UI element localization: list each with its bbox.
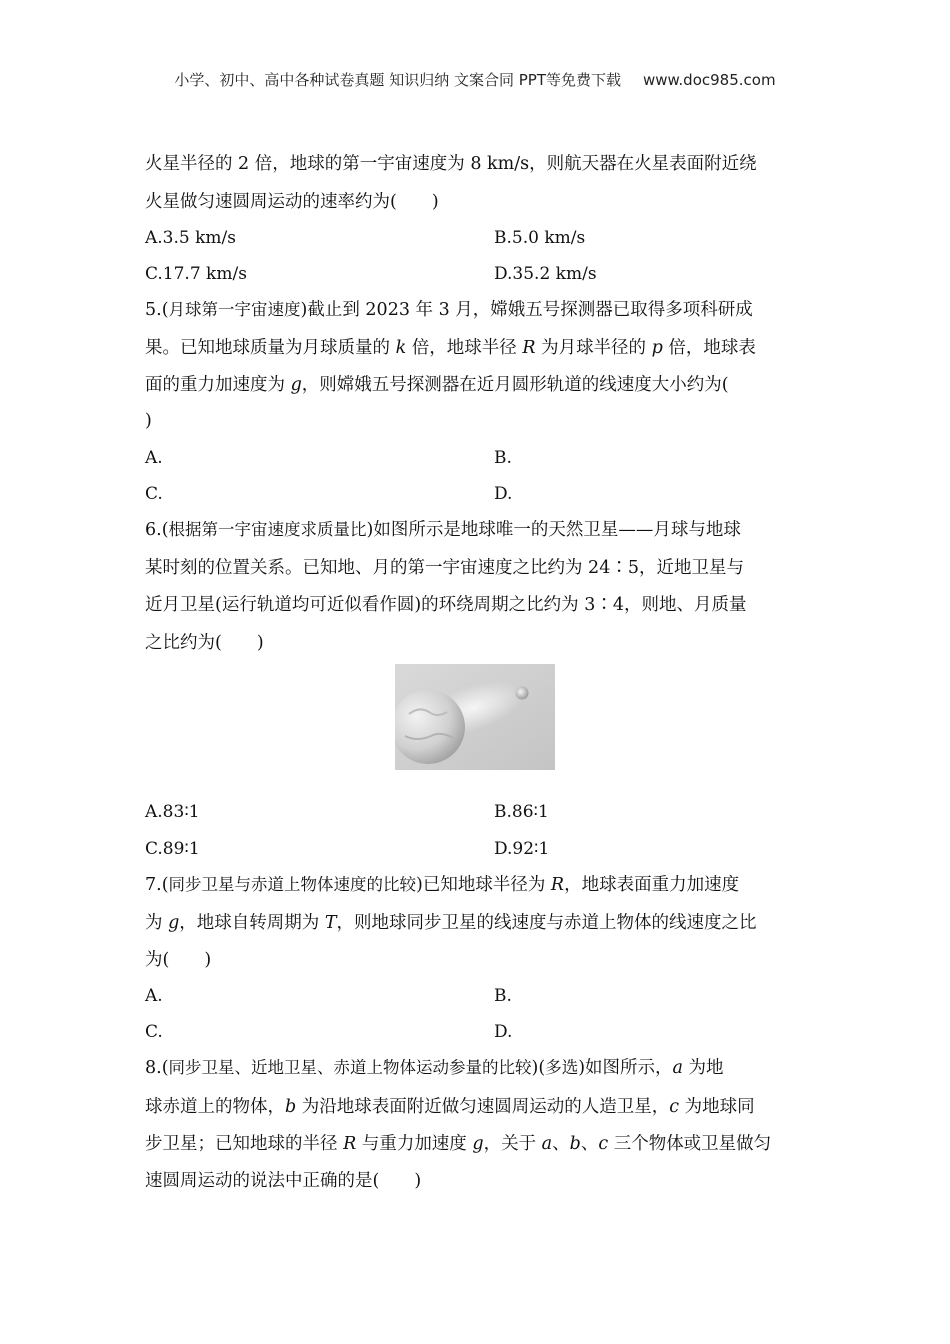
- q8-var-b2: b: [569, 1134, 581, 1154]
- q8-line-1: [145, 1057, 724, 1079]
- q8-var-g: g: [472, 1134, 484, 1154]
- q5-option-d: D.: [494, 484, 513, 504]
- q7-text-2c: ，则地球同步卫星的线速度与赤道上物体的线速度之比: [336, 913, 757, 933]
- q8-number: 8.(: [145, 1058, 169, 1078]
- q8-var-c: c: [669, 1097, 680, 1117]
- q5-text-2a: 果。已知地球质量为月球质量的: [145, 338, 396, 358]
- page-header: [0, 69, 950, 90]
- q8-text-2a: 球赤道上的物体，: [145, 1097, 285, 1117]
- q6-option-c: C.89∶1: [145, 839, 200, 859]
- q8-var-a: a: [672, 1058, 683, 1078]
- q8-text-2b: 为沿地球表面附近做匀速圆周运动的人造卫星，: [296, 1097, 670, 1117]
- q8-sep-1: 、: [552, 1134, 570, 1154]
- q7-number: 7.(: [145, 875, 169, 895]
- q7-line-3: 为( ): [145, 950, 212, 970]
- q5-var-r: R: [522, 338, 536, 358]
- q8-topic-tag: 同步卫星、近地卫星、赤道上物体运动参量的比较: [168, 1058, 532, 1077]
- q7-option-a: A.: [145, 986, 163, 1006]
- q4-line-2: 火星做匀速圆周运动的速率约为( ): [145, 192, 439, 212]
- q7-text-1b: ，地球表面重力加速度: [564, 875, 740, 895]
- q5-line-2: [145, 337, 756, 359]
- q8-text-3b: 与重力加速度: [356, 1134, 473, 1154]
- q7-option-d: D.: [494, 1022, 513, 1042]
- q8-text-1d: 为地: [682, 1058, 724, 1078]
- q8-text-3d: 三个物体或卫星做匀: [608, 1134, 772, 1154]
- q7-text-2b: ，地球自转周期为: [179, 913, 325, 933]
- header-text: 小学、初中、高中各种试卷真题 知识归纳 文案合同 PPT等免费下载: [174, 71, 621, 89]
- q5-var-p: p: [651, 338, 663, 358]
- q6-topic-tag: 根据第一宇宙速度求质量比: [168, 520, 367, 539]
- q4-option-d: D.35.2 km/s: [494, 264, 597, 284]
- q5-var-k: k: [395, 338, 407, 358]
- q6-line-2: 某时刻的位置关系。已知地、月的第一宇宙速度之比约为 24∶5，近地卫星与: [145, 558, 744, 578]
- q8-var-r: R: [343, 1134, 357, 1154]
- earth-moon-figure: [395, 664, 555, 770]
- q7-text-1a: )已知地球半径为: [416, 875, 551, 895]
- q5-text-2c: 为月球半径的: [535, 338, 652, 358]
- q4-line-1: 火星半径的 2 倍，地球的第一宇宙速度为 8 km/s，则航天器在火星表面附近绕: [145, 154, 757, 174]
- q8-multi-tag: 多选: [545, 1058, 579, 1077]
- q8-line-2: [145, 1096, 755, 1118]
- q5-text-3a: 面的重力加速度为: [145, 375, 291, 395]
- q7-line-2: [145, 912, 757, 934]
- q8-text-3a: 步卫星；已知地球的半径: [145, 1134, 344, 1154]
- q8-line-4: 速圆周运动的说法中正确的是( ): [145, 1171, 422, 1191]
- q5-option-a: A.: [145, 448, 163, 468]
- q6-option-b: B.86∶1: [494, 802, 549, 822]
- q6-line-1: [145, 519, 741, 541]
- q7-option-b: B.: [494, 986, 512, 1006]
- q7-text-2a: 为: [145, 913, 169, 933]
- q8-text-2c: 为地球同: [679, 1097, 755, 1117]
- q8-var-b: b: [285, 1097, 297, 1117]
- q8-var-a2: a: [541, 1134, 553, 1154]
- q7-var-r: R: [550, 875, 565, 895]
- q8-sep-2: 、: [580, 1134, 599, 1154]
- q7-line-1: [145, 874, 739, 896]
- q8-line-3: [145, 1133, 771, 1155]
- q6-line-3: 近月卫星(运行轨道均可近似看作圆)的环绕周期之比约为 3∶4，则地、月质量: [145, 595, 747, 615]
- q5-var-g: g: [290, 375, 302, 395]
- q7-topic-tag: 同步卫星与赤道上物体速度的比较: [168, 875, 417, 894]
- q5-text-1: )截止到 2023 年 3 月，嫦娥五号探测器已取得多项科研成: [300, 300, 753, 320]
- q5-number: 5.(: [145, 300, 169, 320]
- q8-text-3c: ，关于: [483, 1134, 542, 1154]
- q7-option-c: C.: [145, 1022, 163, 1042]
- q5-line-4: ): [145, 411, 152, 431]
- q5-line-3: [145, 374, 729, 396]
- q5-line-1: [145, 299, 753, 321]
- q8-text-1c: )如图所示，: [578, 1058, 673, 1078]
- q5-option-b: B.: [494, 448, 512, 468]
- q6-number: 6.(: [145, 520, 169, 540]
- q4-option-b: B.5.0 km/s: [494, 228, 586, 248]
- q7-var-g: g: [168, 913, 180, 933]
- q6-option-a: A.83∶1: [145, 802, 200, 822]
- header-url-link[interactable]: www.doc985.com: [642, 71, 776, 89]
- q4-option-c: C.17.7 km/s: [145, 264, 247, 284]
- q8-var-c2: c: [598, 1134, 609, 1154]
- q4-option-a: A.3.5 km/s: [145, 228, 236, 248]
- q5-text-2b: 倍，地球半径: [406, 338, 523, 358]
- q6-option-d: D.92∶1: [494, 839, 550, 859]
- q7-var-t: T: [324, 913, 337, 933]
- q5-text-2d: 倍，地球表: [662, 338, 756, 358]
- q5-option-c: C.: [145, 484, 163, 504]
- q6-line-4: 之比约为( ): [145, 633, 264, 653]
- q5-text-3b: ，则嫦娥五号探测器在近月圆形轨道的线速度大小约为(: [301, 375, 729, 395]
- q6-text-1: )如图所示是地球唯一的天然卫星——月球与地球: [366, 520, 741, 540]
- moon-shape: [516, 687, 529, 700]
- q5-topic-tag: 月球第一宇宙速度: [168, 300, 301, 319]
- q8-text-1b: )(: [531, 1058, 546, 1078]
